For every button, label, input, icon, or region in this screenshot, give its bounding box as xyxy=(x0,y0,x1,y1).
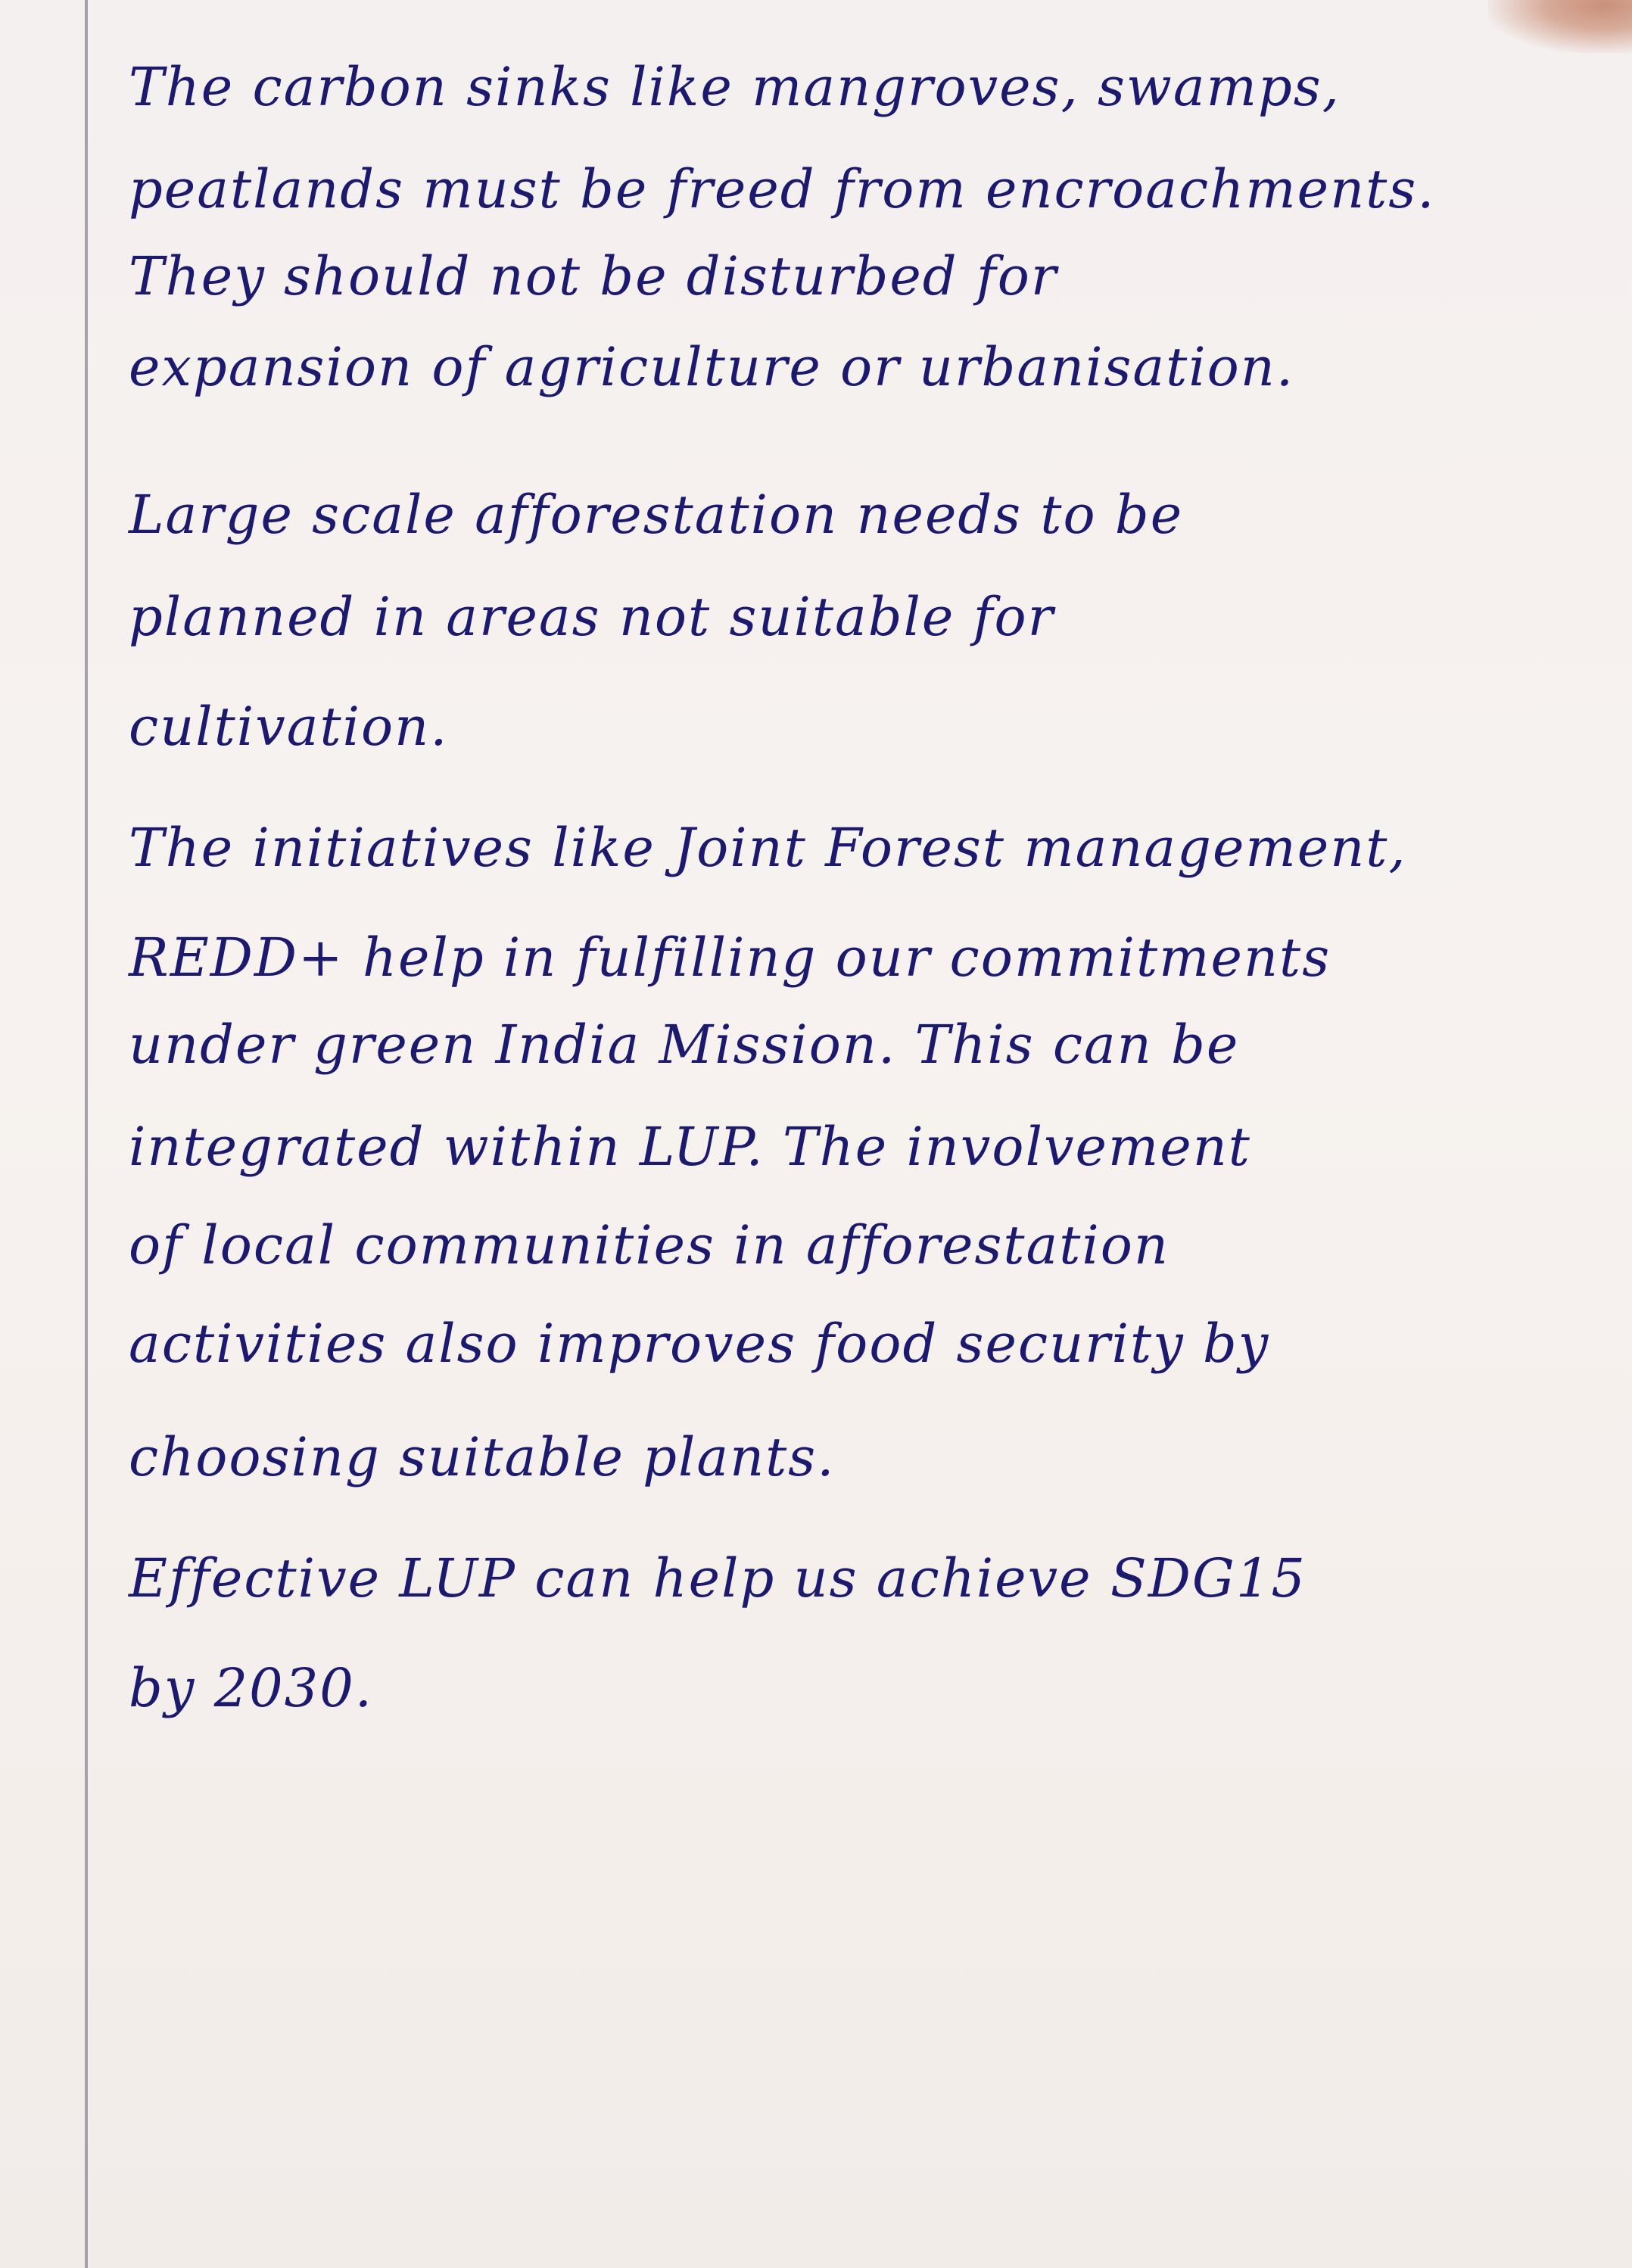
text-line: peatlands must be freed from encroachments. xyxy=(129,158,1436,220)
text-line: Large scale afforestation needs to be xyxy=(129,484,1184,546)
text-line: REDD+ help in fulfilling our commitments xyxy=(129,927,1331,989)
text-line: by 2030. xyxy=(129,1657,374,1719)
margin-line xyxy=(85,0,88,2268)
text-line: Effective LUP can help us achieve SDG15 xyxy=(129,1547,1307,1609)
text-line: They should not be disturbed for xyxy=(129,245,1058,307)
text-line: The carbon sinks like mangroves, swamps, xyxy=(129,56,1341,118)
text-line: expansion of agriculture or urbanisation. xyxy=(129,336,1295,398)
page-corner-shadow xyxy=(1488,0,1632,53)
text-line: planned in areas not suitable for xyxy=(129,586,1055,648)
text-line: cultivation. xyxy=(129,696,449,758)
text-line: of local communities in afforestation xyxy=(129,1214,1170,1276)
text-line: The initiatives like Joint Forest management, xyxy=(129,817,1407,879)
text-line: under green India Mission. This can be xyxy=(129,1014,1240,1076)
text-line: integrated within LUP. The involvement xyxy=(129,1116,1251,1178)
text-line: activities also improves food security by xyxy=(129,1313,1270,1375)
text-line: choosing suitable plants. xyxy=(129,1426,836,1488)
